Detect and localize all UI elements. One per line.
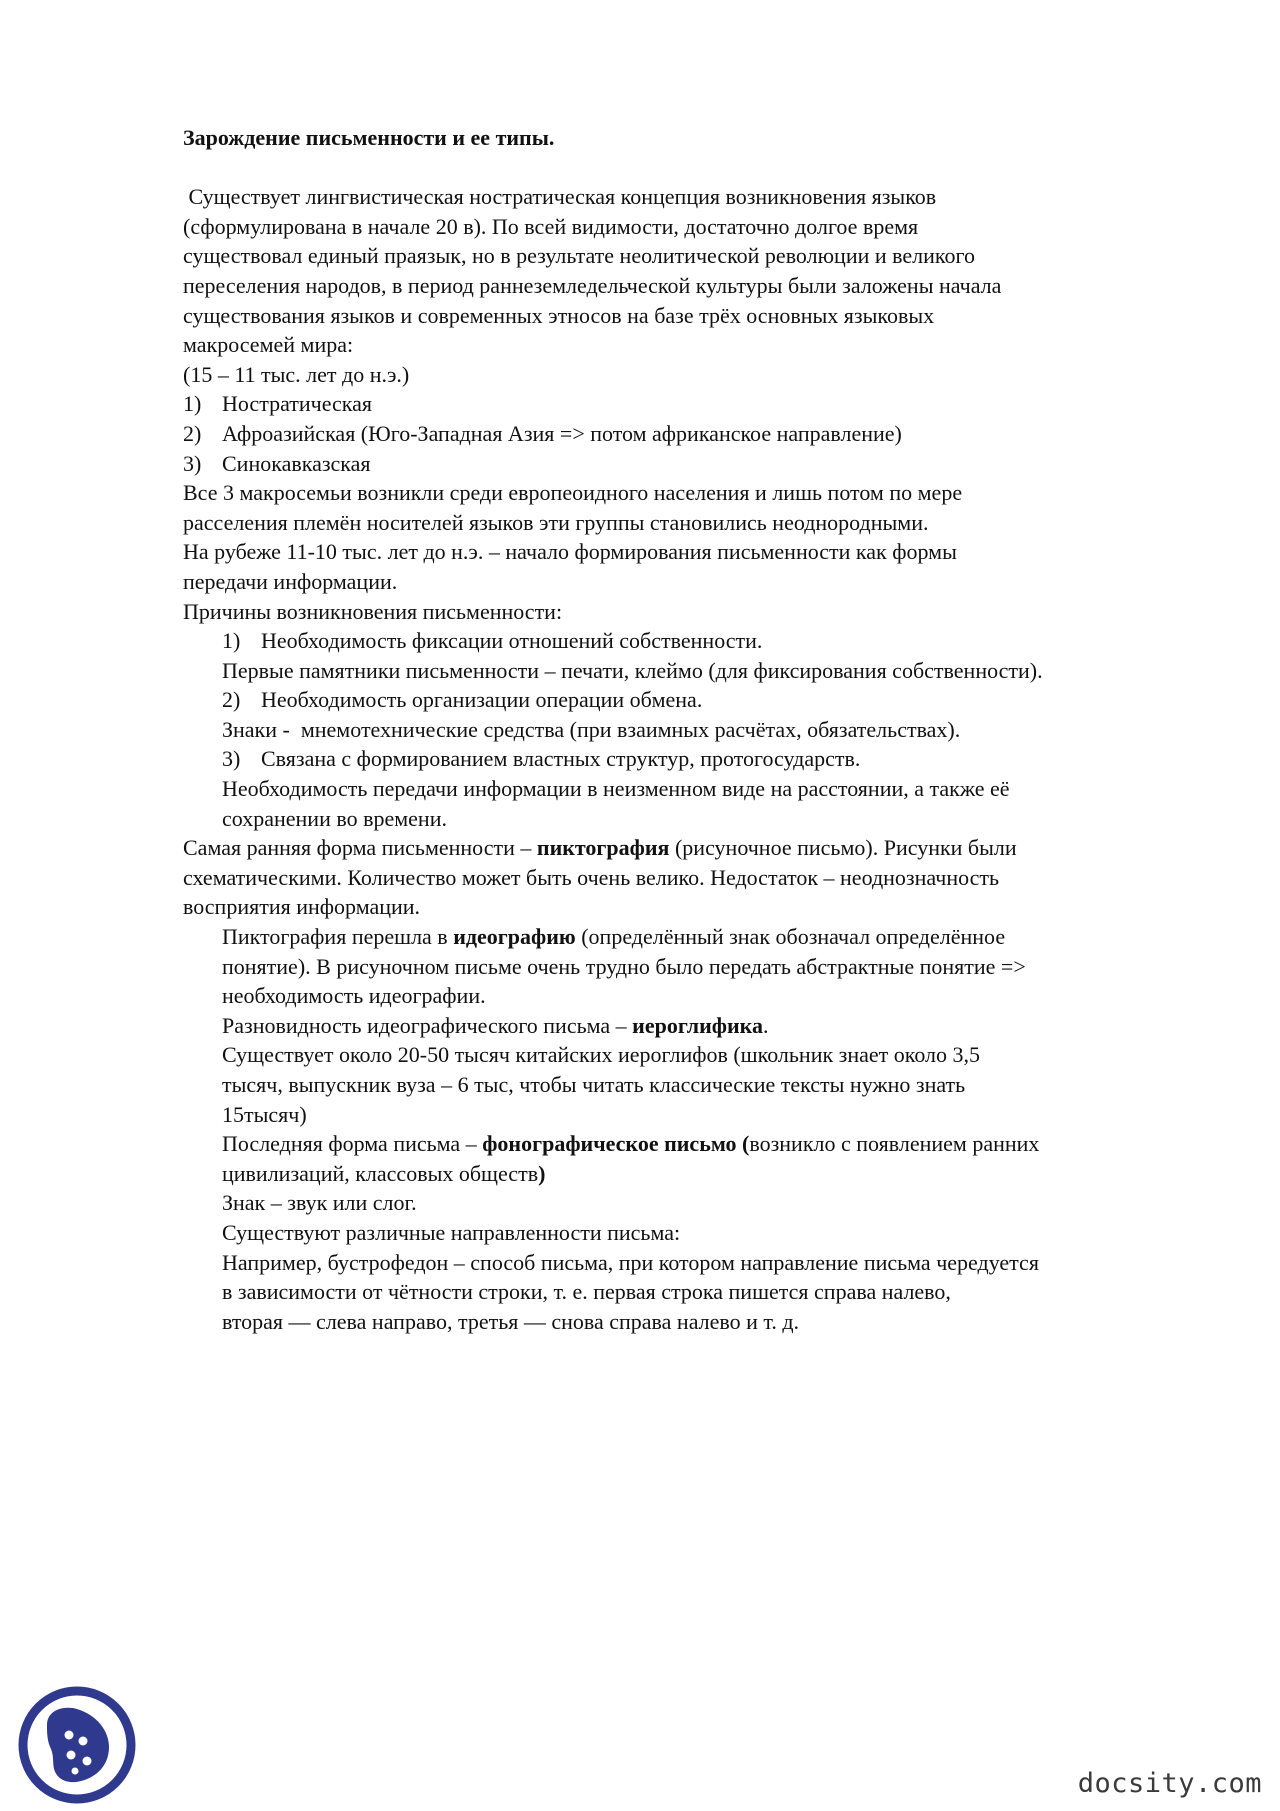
text-run: Разновидность идеографического письма – xyxy=(222,1012,633,1038)
list-number: 3) xyxy=(183,450,202,476)
list-item-reason xyxy=(183,685,1203,715)
pictography-line: восприятия информации. xyxy=(183,894,421,920)
pictography-line xyxy=(183,833,1203,863)
list-text: Необходимость фиксации отношений собственности. xyxy=(261,628,763,654)
intro-line: существовал единый праязык, но в результате неолитической революции и великого xyxy=(183,243,975,269)
reason-note: Необходимость передачи информации в неизменном виде на расстоянии, а также её xyxy=(222,776,1010,802)
phonography-line: в зависимости от чётности строки, т. е. первая строка пишется справа налево, xyxy=(222,1279,951,1305)
list-item-macrofamily xyxy=(183,449,1203,479)
text-run: . xyxy=(762,1012,769,1038)
hieroglyphics-line: тысяч, выпускник вуза – 6 тыс, чтобы читать классические тексты нужно знать xyxy=(222,1072,966,1097)
body-line: Все 3 макросемьи возникли среди европеоидного населения и лишь потом по мере xyxy=(183,480,963,506)
list-text: Связана с формированием властных структур, протогосударств. xyxy=(261,746,861,772)
list-number: 1) xyxy=(183,391,202,417)
intro-line: (сформулирована в начале 20 в). По всей видимости, достаточно долгое время xyxy=(183,213,919,239)
intro-line: (15 – 11 тыс. лет до н.э.) xyxy=(183,361,410,387)
body-line: Причины возникновения письменности: xyxy=(183,598,563,624)
document-title: Зарождение письменности и ее типы. xyxy=(183,125,555,150)
term-hieroglyphics: иероглифика xyxy=(632,1012,763,1038)
text-run: Пиктография перешла в xyxy=(222,924,454,950)
list-text: Ностратическая xyxy=(222,391,373,417)
watermark-text: docsity.com xyxy=(1077,1768,1262,1799)
intro-line: макросемей мира: xyxy=(183,332,354,358)
text-run: ) xyxy=(538,1160,546,1186)
intro-line: переселения народов, в период раннеземледельческой культуры были заложены начала xyxy=(183,272,1002,298)
docsity-logo-icon xyxy=(17,1685,137,1805)
list-text: Синокавказская xyxy=(222,450,371,476)
document-body xyxy=(183,123,1203,1336)
list-number: 1) xyxy=(222,628,241,654)
phonography-line: Например, бустрофедон – способ письма, при котором направление письма чередуется xyxy=(222,1249,1039,1275)
ideography-line: необходимость идеографии. xyxy=(222,983,486,1009)
body-line: передачи информации. xyxy=(183,568,398,594)
term-pictography: пиктография xyxy=(536,835,670,861)
pictography-line: схематическими. Количество может быть очень велико. Недостаток – неоднозначность xyxy=(183,864,1000,890)
list-number: 2) xyxy=(183,420,202,446)
list-number: 2) xyxy=(222,687,241,713)
list-item-reason xyxy=(183,626,1203,656)
hieroglyphics-line: 15тысяч) xyxy=(222,1101,307,1127)
ideography-line: понятие). В рисуночном письме очень трудно было передать абстрактные понятие => xyxy=(222,953,1026,979)
phonography-line xyxy=(183,1129,1203,1159)
hieroglyphics-line xyxy=(183,1011,1203,1041)
phonography-line: вторая — слева направо, третья — снова справа налево и т. д. xyxy=(222,1308,800,1334)
phonography-line: Существуют различные направленности письма: xyxy=(222,1219,681,1245)
phonography-line: Знак – звук или слог. xyxy=(222,1190,417,1216)
reason-note: сохранении во времени. xyxy=(222,805,447,831)
list-item-macrofamily xyxy=(183,389,1203,419)
ideography-line xyxy=(183,922,1203,952)
list-text: Афроазийская (Юго-Западная Азия => потом африканское направление) xyxy=(222,420,902,446)
reason-note: Первые памятники письменности – печати, клеймо (для фиксирования собственности). xyxy=(222,657,1043,683)
intro-line: существования языков и современных этносов на базе трёх основных языковых xyxy=(183,302,935,328)
list-item-macrofamily xyxy=(183,419,1203,449)
reason-note: Знаки - мнемотехнические средства (при взаимных расчётах, обязательствах). xyxy=(222,716,961,742)
text-run: (рисуночное письмо). Рисунки были xyxy=(669,835,1017,861)
list-number: 3) xyxy=(222,746,241,772)
docsity-logo-graphic xyxy=(17,1685,137,1805)
intro-line: Существует лингвистическая ностратическая концепция возникновения языков xyxy=(183,184,937,210)
hieroglyphics-line: Существует около 20-50 тысяч китайских иероглифов (школьник знает около 3,5 xyxy=(222,1042,981,1068)
phonography-line xyxy=(183,1159,1203,1189)
body-line: расселения племён носителей языков эти группы становились неоднородными. xyxy=(183,509,929,535)
list-item-reason xyxy=(183,744,1203,774)
term-ideography: идеографию xyxy=(453,924,576,950)
text-run: Самая ранняя форма письменности – xyxy=(183,835,537,861)
text-run: возникло с появлением ранних xyxy=(749,1131,1040,1157)
body-line: На рубеже 11-10 тыс. лет до н.э. – начало формирования письменности как формы xyxy=(183,539,957,565)
term-phonography: фонографическое письмо ( xyxy=(482,1131,750,1157)
spacer xyxy=(183,153,1203,183)
text-run: (определённый знак обозначал определённое xyxy=(575,924,1006,950)
list-text: Необходимость организации операции обмена. xyxy=(261,687,703,713)
text-run: Последняя форма письма – xyxy=(222,1131,483,1157)
text-run: цивилизаций, классовых обществ xyxy=(222,1160,539,1186)
